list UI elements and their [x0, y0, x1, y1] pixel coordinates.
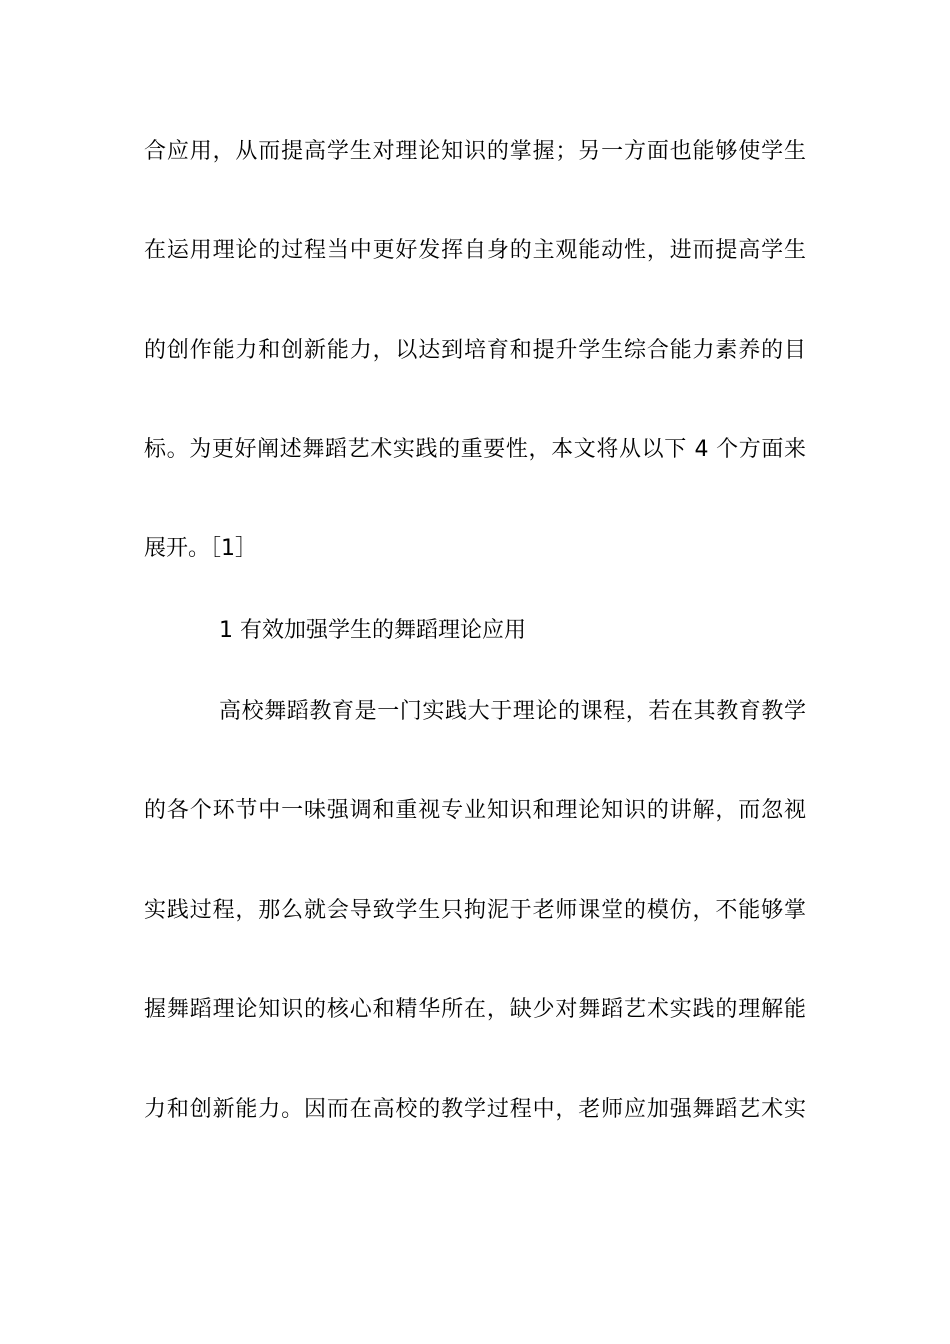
paragraph-line: 力和创新能力。因而在高校的教学过程中，老师应加强舞蹈艺术实 [144, 1097, 806, 1122]
paragraph-line: 实践过程，那么就会导致学生只拘泥于老师课堂的模仿，不能够掌 [144, 898, 806, 923]
paragraph-line: 合应用，从而提高学生对理论知识的掌握；另一方面也能够使学生 [144, 139, 806, 164]
paragraph-line: 的创作能力和创新能力，以达到培育和提升学生综合能力素养的目 [144, 338, 806, 363]
paragraph-line: 展开。［1］ [144, 536, 257, 561]
paragraph-line: 在运用理论的过程当中更好发挥自身的主观能动性，进而提高学生 [144, 238, 806, 263]
paragraph-line: 高校舞蹈教育是一门实践大于理论的课程，若在其教育教学 [219, 699, 806, 724]
section-heading: 1 有效加强学生的舞蹈理论应用 [219, 618, 526, 643]
paragraph-line: 握舞蹈理论知识的核心和精华所在，缺少对舞蹈艺术实践的理解能 [144, 997, 806, 1022]
paragraph-line: 的各个环节中一味强调和重视专业知识和理论知识的讲解，而忽视 [144, 798, 806, 823]
paragraph-line: 标。为更好阐述舞蹈艺术实践的重要性，本文将从以下 4 个方面来 [144, 437, 806, 462]
